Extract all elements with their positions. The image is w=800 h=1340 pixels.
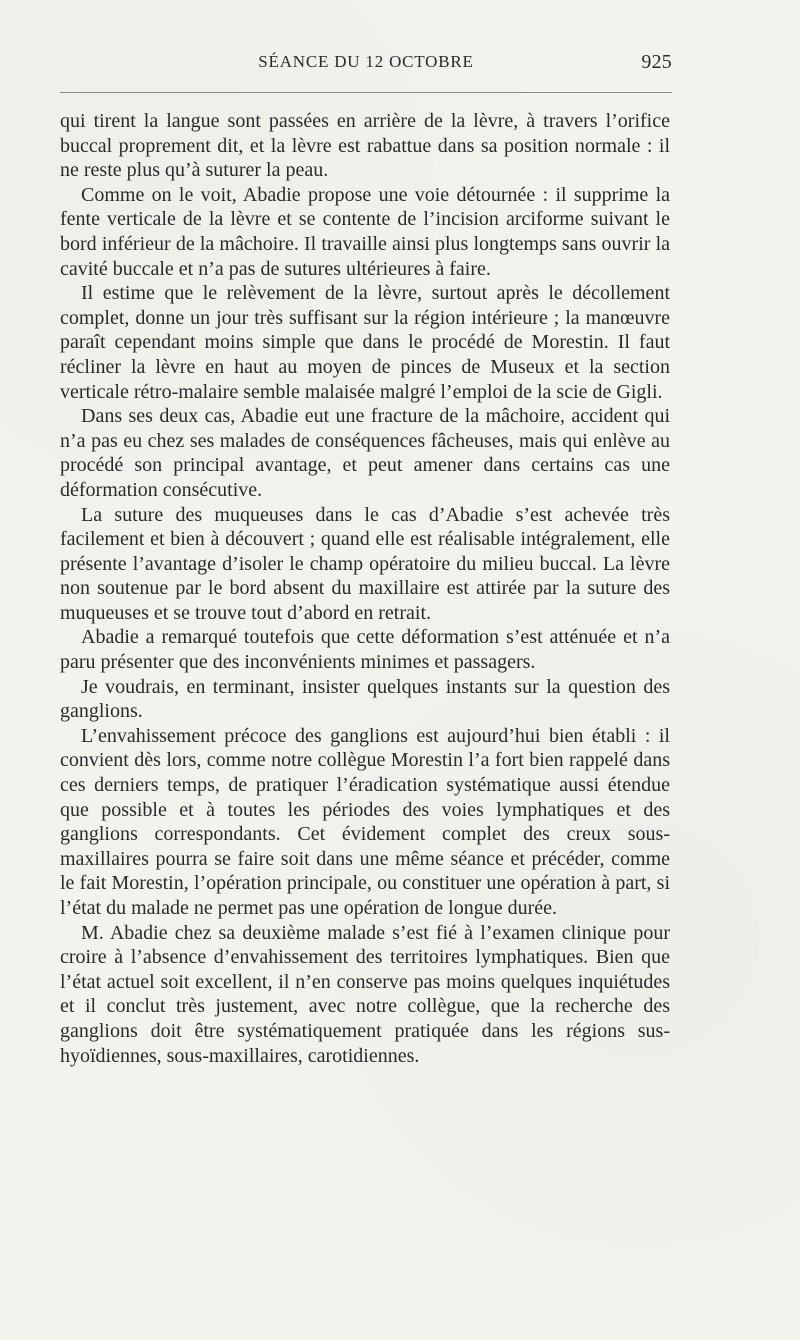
- paragraph-5: La suture des muqueuses dans le cas d’Abadie s’est achevée très facilement et bien à découvert ; quand elle est réalisable intégralement, elle présente l’avantage d’isoler le champ opératoire du milieu buccal. La lèvre non soutenue par le bord absent du maxillaire est attirée par la suture des muqueuses et se trouve tout d’abord en retrait.: [60, 503, 670, 624]
- paragraph-3: Il estime que le relèvement de la lèvre, surtout après le décollement complet, donne un jour très suffisant sur la région intérieure ; la manœuvre paraît cependant moins simple que dans le procédé de Morestin. Il faut récliner la lèvre en haut au moyen de pinces de Museux et la section verticale rétro-malaire semble malaisée malgré l’emploi de la scie de Gigli.: [60, 282, 670, 403]
- paragraph-2: Comme on le voit, Abadie propose une voie détournée : il supprime la fente verticale de la lèvre et se contente de l’incision arciforme suivant le bord inférieur de la mâchoire. Il travaille ainsi plus longtemps sans ouvrir la cavité buccale et n’a pas de sutures ultérieures à faire.: [60, 183, 670, 280]
- paragraph-9: M. Abadie chez sa deuxième malade s’est fié à l’examen clinique pour croire à l’absence d’envahissement des territoires lymphatiques. Bien que l’état actuel soit excellent, il n’en conserve pas moins quelques inquiétudes et il conclut très justement, avec notre collègue, que la recherche des ganglions doit être systématiquement pratiquée dans les régions sus-hyoïdiennes, sous-maxillaires, carotidiennes.: [60, 921, 670, 1067]
- paragraph-4: Dans ses deux cas, Abadie eut une fracture de la mâchoire, accident qui n’a pas eu chez ses malades de conséquences fâcheuses, mais qui enlève au procédé son principal avantage, et peut amener dans certains cas une déformation consécutive.: [60, 405, 670, 501]
- paragraph-8: L’envahissement précoce des ganglions est aujourd’hui bien établi : il convient dès lors, comme notre collègue Morestin l’a fort bien rappelé dans ces derniers temps, de pratiquer l’éradication systématique aussi étendue que possible et à toutes les périodes des voies lymphatiques et des ganglions correspondants. Cet évidement complet des creux sous-maxillaires pourra se faire soit dans une même séance et précéder, comme le fait Morestin, l’opération principale, ou constituer une opération à part, si l’état du malade ne permet pas une opération de longue durée.: [60, 724, 670, 919]
- paragraph-7: Je voudrais, en terminant, insister quelques instants sur la question des ganglions.: [60, 675, 670, 723]
- body-text: [60, 109, 670, 1068]
- running-title: SÉANCE DU 12 OCTOBRE: [258, 52, 474, 71]
- paragraph-1: qui tirent la langue sont passées en arrière de la lèvre, à travers l’orifice buccal proprement dit, et la lèvre est rabattue dans sa position normale : il ne reste plus qu’à suturer la peau.: [60, 110, 670, 182]
- page-number: 925: [641, 51, 672, 73]
- paragraph-6: Abadie a remarqué toutefois que cette déformation s’est atténuée et n’a paru présenter que des inconvénients minimes et passagers.: [60, 626, 670, 674]
- header-rule: [60, 92, 672, 93]
- running-head: [60, 52, 672, 80]
